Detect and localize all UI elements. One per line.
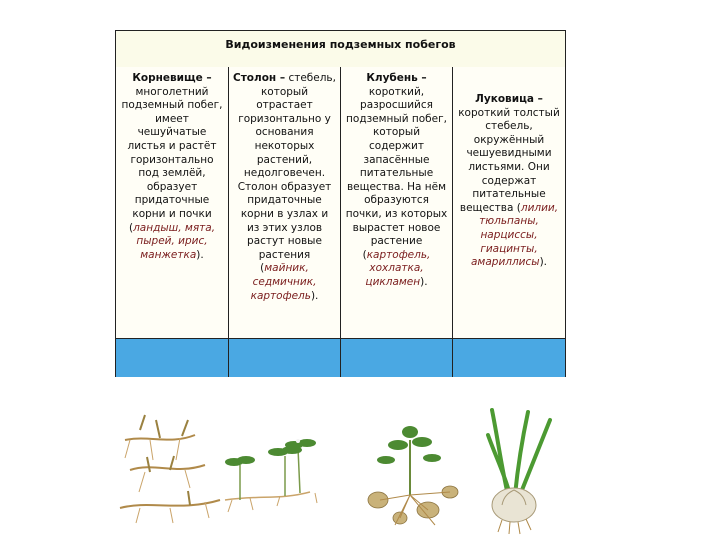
bulb-term: Луковица – bbox=[475, 93, 543, 105]
tuber-term: Клубень – bbox=[366, 72, 427, 84]
stolon-examples: майник, седмичник, картофель bbox=[250, 262, 317, 302]
accent-cell bbox=[116, 339, 229, 377]
rhizome-end: ). bbox=[196, 248, 204, 261]
stolon-illustration bbox=[225, 439, 317, 512]
stolon-description: стебель, который отрастает горизонтально у основания некоторых растений, недолговечен. Столон образует придаточные корни в узлах и из этих узлов растут новые растения ( bbox=[237, 72, 336, 275]
rhizome-illustration bbox=[120, 415, 220, 523]
rhizome-term: Корневище – bbox=[132, 72, 212, 84]
bulb-illustration bbox=[488, 410, 550, 534]
stolon-term: Столон – bbox=[233, 72, 286, 84]
accent-cell bbox=[341, 339, 453, 377]
stolon-end: ). bbox=[310, 289, 319, 302]
tuber-description: короткий, разросшийся подземный побег, который содержит запасённые питательные вещества. На нём образуются почки, из которых вырастет новое растение ( bbox=[345, 85, 448, 261]
bulb-end: ). bbox=[539, 256, 548, 269]
table-title: Видоизменения подземных побегов bbox=[116, 31, 565, 68]
accent-cell bbox=[229, 339, 341, 377]
tuber-end: ). bbox=[420, 275, 428, 288]
tuber-examples: картофель, хохлатка, цикламен bbox=[365, 248, 431, 288]
bulb-description: короткий толстый стебель, окружённый чешуевидными листьями. Они содержат питательные вещества ( bbox=[458, 106, 560, 214]
rhizome-cell bbox=[116, 67, 229, 374]
rhizome-examples: ландыш, мята, пырей, ирис, манжетка bbox=[133, 221, 216, 261]
shoot-modifications-table bbox=[115, 30, 566, 377]
bulb-examples: лилии, тюльпаны, нарциссы, гиацинты, амариллисы bbox=[470, 201, 559, 269]
tuber-cell bbox=[341, 67, 453, 374]
plants-illustrations bbox=[110, 400, 580, 535]
accent-row bbox=[116, 338, 565, 377]
bulb-cell bbox=[453, 67, 565, 374]
rhizome-description: многолетний подземный побег, имеет чешуйчатые листья и растёт горизонтально под землёй, образует придаточные корни и почки ( bbox=[121, 85, 223, 234]
tuber-illustration bbox=[368, 426, 458, 525]
stolon-cell bbox=[229, 67, 341, 374]
